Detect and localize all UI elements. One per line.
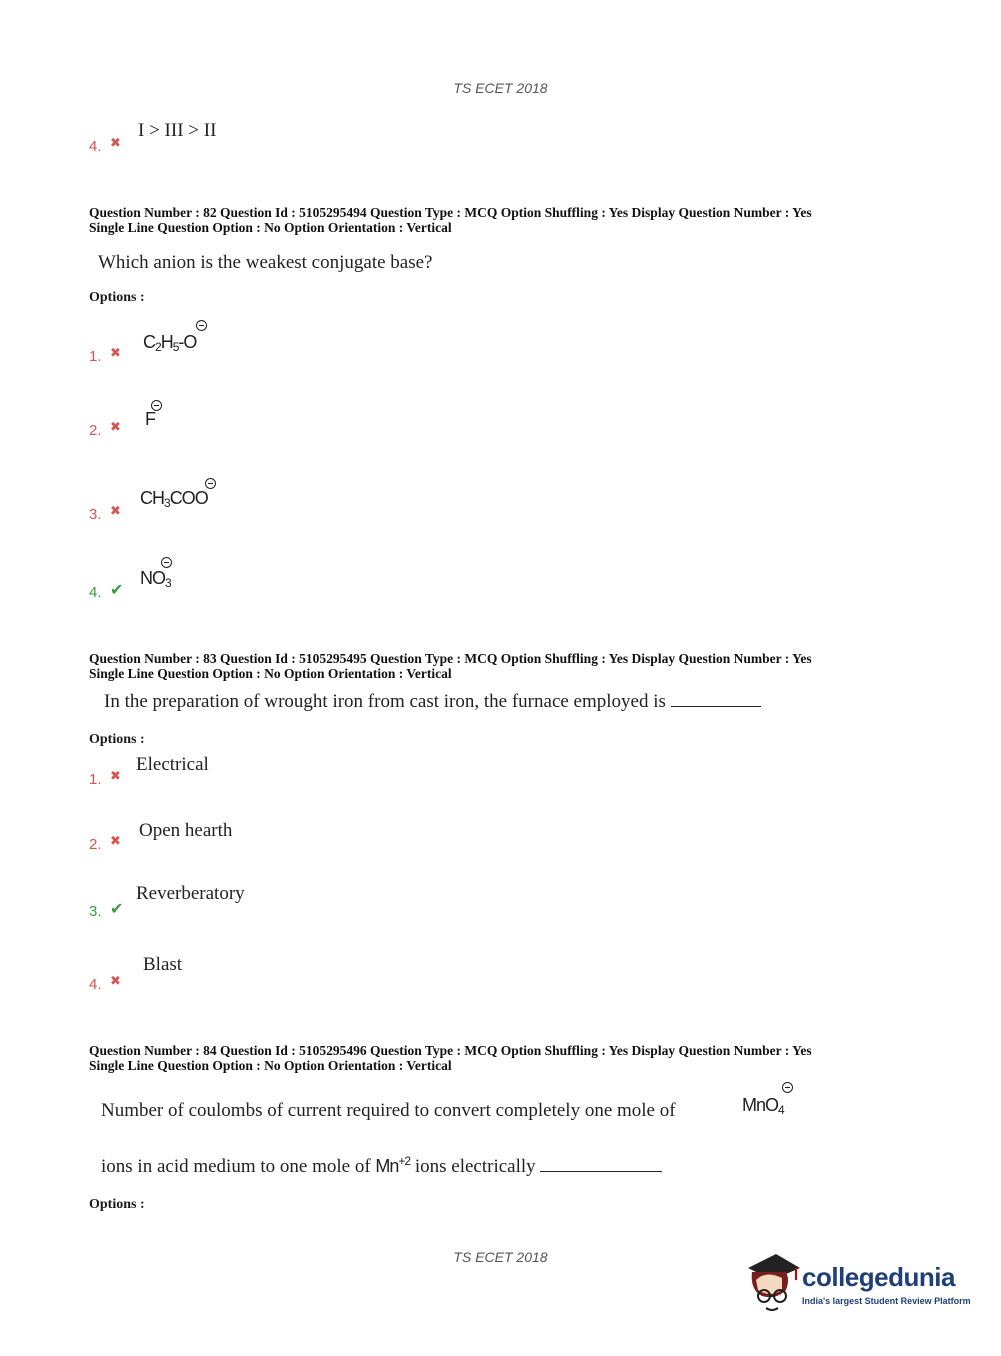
options-label: Options : (89, 290, 145, 305)
formula-permanganate: MnO$_4$ (742, 1095, 784, 1117)
option-number: 3. (89, 506, 102, 523)
option-number: 4. (89, 584, 102, 601)
answer-blank (671, 706, 761, 707)
option-formula: $NO_3$ (140, 568, 171, 590)
question-text: Which anion is the weakest conjugate base? (98, 252, 433, 273)
wrong-mark-icon: ✖ (110, 834, 121, 849)
question-meta: Question Number : 84 Question Id : 5105295496 Question Type : MCQ Option Shuffling : Yes Display Question Number : Yes Single Line Question Option : No Option Orientation : Vertical (89, 1043, 812, 1073)
option-formula: F (145, 409, 155, 429)
question-text-line: Number of coulombs of current required to convert completely one mole of (101, 1100, 676, 1121)
negative-charge-icon (196, 320, 207, 331)
options-label: Options : (89, 732, 145, 747)
wrong-mark-icon: ✖ (110, 504, 121, 519)
answer-blank (540, 1171, 662, 1172)
negative-charge-icon (205, 478, 216, 489)
option-number: 1. (89, 771, 102, 788)
question-text: In the preparation of wrought iron from cast iron, the furnace employed is (104, 691, 761, 713)
negative-charge-icon (782, 1082, 793, 1093)
option-formula: $CH_3COO$ (140, 488, 208, 510)
negative-charge-icon (151, 400, 162, 411)
logo-tagline: India's largest Student Review Platform (802, 1296, 971, 1306)
wrong-mark-icon: ✖ (110, 974, 121, 989)
check-mark-icon: ✔ (110, 580, 124, 599)
option-text: Open hearth (139, 820, 233, 841)
wrong-mark-icon: ✖ (110, 346, 121, 361)
option-text: I > III > II (138, 120, 217, 141)
question-meta: Question Number : 82 Question Id : 5105295494 Question Type : MCQ Option Shuffling : Yes Display Question Number : Yes Single Line Question Option : No Option Orientation : Vertical (89, 205, 812, 235)
option-text: Reverberatory (136, 883, 245, 904)
wrong-mark-icon: ✖ (110, 769, 121, 784)
mascot-icon (742, 1250, 802, 1316)
option-text: Electrical (136, 754, 209, 775)
option-text: Blast (143, 954, 183, 975)
question-text-line: ions in acid medium to one mole of $Mn^{+2}$ ions electrically (101, 1154, 662, 1178)
wrong-mark-icon: ✖ (110, 420, 121, 435)
page-header: TS ECET 2018 (453, 80, 548, 96)
formula-manganese-ion: $Mn^{+2}$ (375, 1154, 411, 1176)
collegedunia-logo (742, 1250, 972, 1320)
option-number: 4. (89, 976, 102, 993)
page-footer: TS ECET 2018 (453, 1249, 548, 1265)
options-label: Options : (89, 1197, 145, 1212)
option-number: 1. (89, 348, 102, 365)
option-number: 2. (89, 422, 102, 439)
option-number: 2. (89, 836, 102, 853)
option-formula: $C_2H_5-O$ (143, 332, 197, 354)
question-meta: Question Number : 83 Question Id : 5105295495 Question Type : MCQ Option Shuffling : Yes Display Question Number : Yes Single Line Question Option : No Option Orientation : Vertical (89, 651, 812, 681)
check-mark-icon: ✔ (110, 899, 124, 918)
option-number: 3. (89, 903, 102, 920)
wrong-mark-icon: ✖ (110, 136, 121, 151)
logo-name: collegedunia (802, 1262, 955, 1292)
negative-charge-icon (161, 557, 172, 568)
option-number: 4. (89, 138, 102, 155)
